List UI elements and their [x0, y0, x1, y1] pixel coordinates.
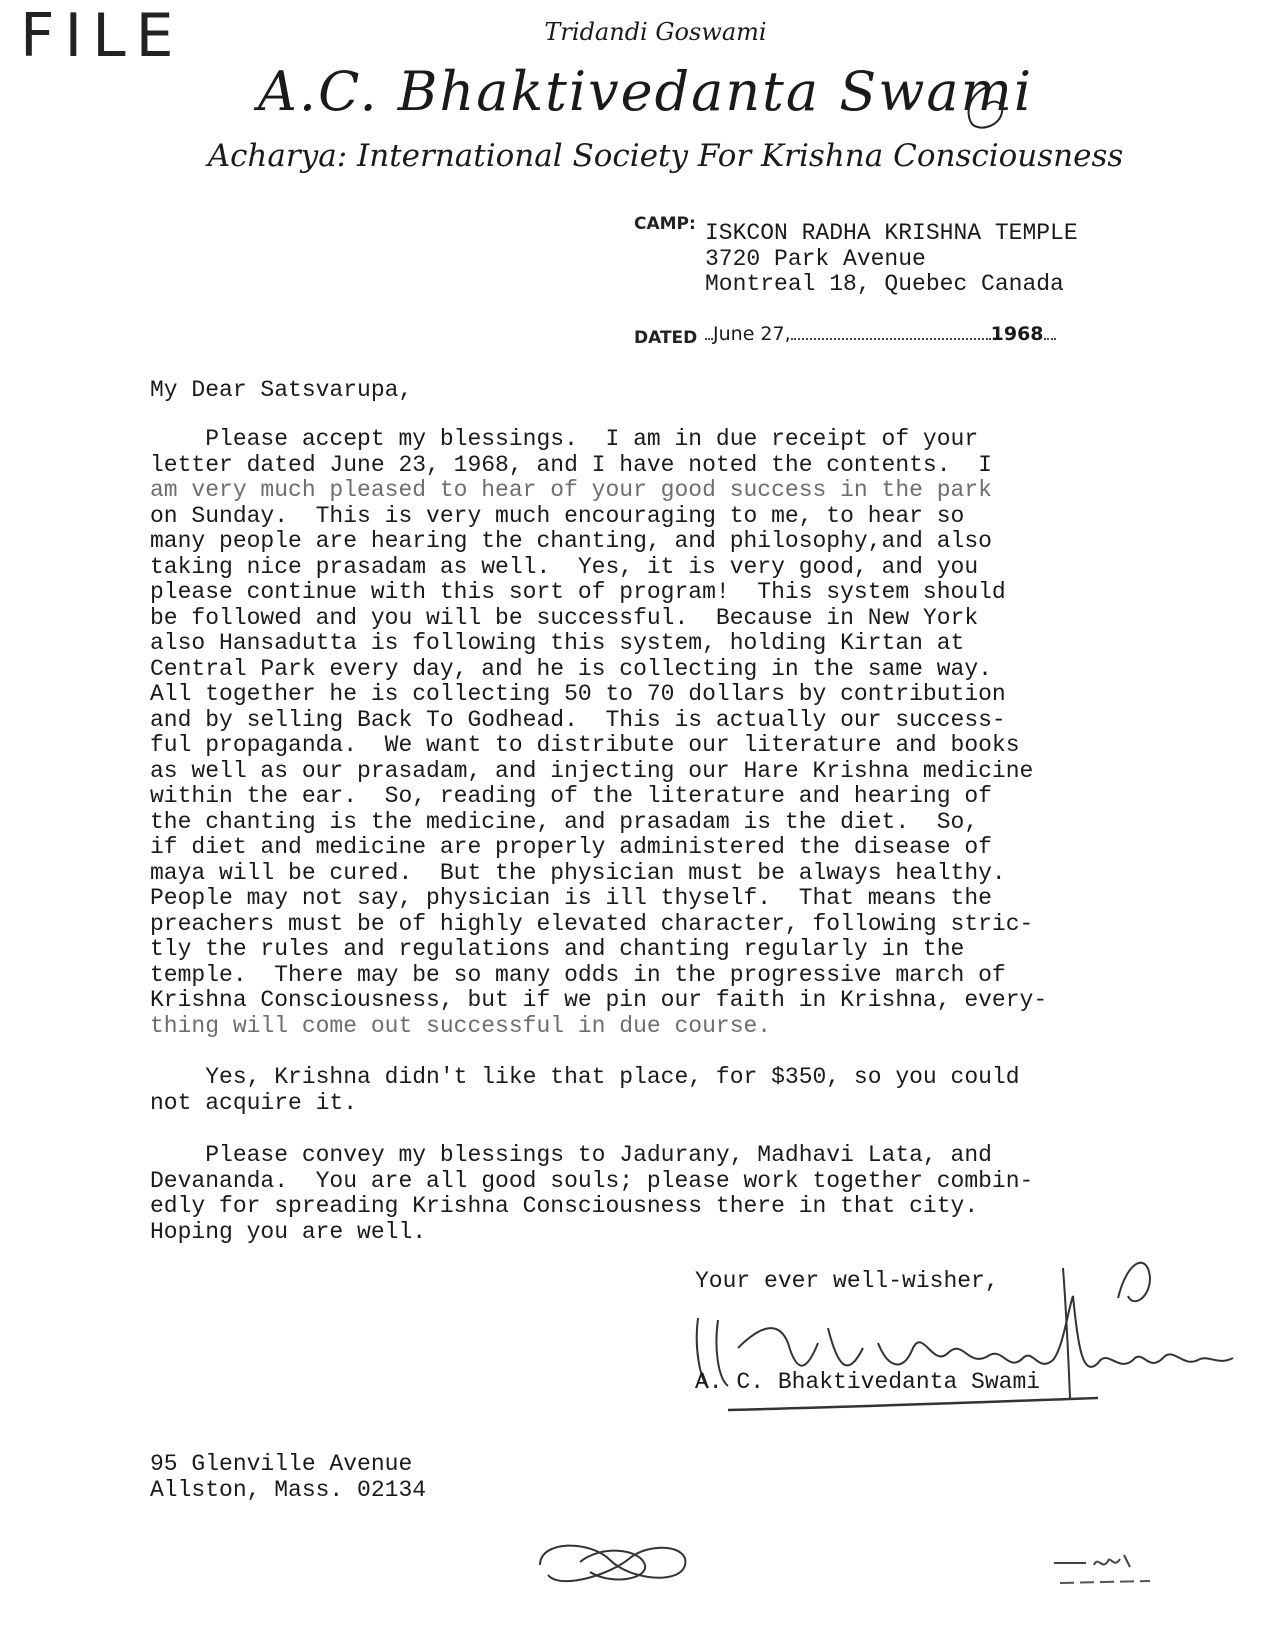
dated-label: DATED — [634, 328, 698, 348]
text-line: tly the rules and regulations and chanting regularly in the — [150, 936, 965, 962]
recipient-address — [150, 1452, 426, 1503]
file-stamp: FILE — [20, 1, 184, 71]
text-line: All together he is collecting 50 to 70 dollars by contribution — [150, 681, 1006, 707]
text-line: Krishna Consciousness, but if we pin our faith in Krishna, every- — [150, 987, 1048, 1013]
text-line: as well as our prasadam, and injecting our Hare Krishna medicine — [150, 757, 1034, 784]
date-value: June 27, — [713, 323, 791, 345]
body-paragraph-3 — [150, 1143, 1250, 1245]
letterhead-organization: Acharya: International Society For Krishna Consciousness — [207, 138, 1124, 174]
text-line: temple. There may be so many odds in the progressive march of — [150, 961, 1006, 988]
camp-address — [705, 221, 1078, 298]
address-line: Allston, Mass. 02134 — [150, 1476, 427, 1503]
text-line: Devananda. You are all good souls; please work together combin- — [150, 1167, 1034, 1194]
camp-line: 3720 Park Avenue — [705, 245, 926, 272]
text-line: if diet and medicine are properly administered the disease of — [150, 834, 992, 860]
text-line: thing will come out successful in due course. — [150, 1012, 772, 1039]
letterhead-name: A.C. Bhaktivedanta Swami — [257, 60, 1034, 123]
text-line: Yes, Krishna didn't like that place, for $350, so you could — [150, 1064, 1020, 1090]
text-line: Hoping you are well. — [150, 1218, 427, 1245]
dated-field — [705, 323, 1056, 345]
body-paragraph-2 — [150, 1065, 1250, 1116]
text-line: Central Park every day, and he is collecting in the same way. — [150, 655, 992, 682]
text-line: edly for spreading Krishna Consciousness there in that city. — [150, 1193, 979, 1219]
text-line: many people are hearing the chanting, and philosophy,and also — [150, 528, 992, 554]
text-line: on Sunday. This is very much encouraging to me, to hear so — [150, 502, 965, 529]
letterhead-title: Tridandi Goswami — [544, 18, 767, 46]
text-line: ful propaganda. We want to distribute our literature and books — [150, 732, 1020, 758]
text-line: preachers must be of highly elevated character, following stric- — [150, 910, 1034, 937]
initials-mark — [1050, 1545, 1160, 1595]
text-line: and by selling Back To Godhead. This is actually our success- — [150, 706, 1006, 733]
text-line: letter dated June 23, 1968, and I have noted the contents. I — [150, 451, 992, 478]
camp-label: CAMP: — [634, 214, 696, 234]
camp-line: ISKCON RADHA KRISHNA TEMPLE — [705, 220, 1078, 246]
body-paragraph-1 — [150, 427, 1250, 1039]
address-line: 95 Glenville Avenue — [150, 1451, 413, 1477]
bottom-ornament — [530, 1530, 700, 1600]
salutation: My Dear Satsvarupa, — [150, 377, 413, 403]
text-line: the chanting is the medicine, and prasadam is the diet. So, — [150, 808, 979, 835]
text-line: People may not say, physician is ill thyself. That means the — [150, 885, 992, 911]
text-line: also Hansadutta is following this system, holding Kirtan at — [150, 630, 965, 656]
text-line: please continue with this sort of program! This system should — [150, 579, 1006, 605]
text-line: be followed and you will be successful. Because in New York — [150, 604, 979, 631]
flourish-ornament — [960, 82, 1010, 132]
text-line: Please convey my blessings to Jadurany, Madhavi Lata, and — [150, 1142, 992, 1168]
text-line: am very much pleased to hear of your good success in the park — [150, 477, 992, 503]
text-line: taking nice prasadam as well. Yes, it is very good, and you — [150, 553, 979, 580]
closing-line: Your ever well-wisher, — [695, 1268, 999, 1294]
signer-name: A. C. Bhaktivedanta Swami — [695, 1369, 1041, 1395]
text-line: Please accept my blessings. I am in due receipt of your — [150, 426, 979, 452]
text-line: within the ear. So, reading of the literature and hearing of — [150, 783, 992, 809]
camp-line: Montreal 18, Quebec Canada — [705, 271, 1064, 297]
date-year: 1968 — [990, 323, 1044, 345]
text-line: maya will be cured. But the physician must be always healthy. — [150, 859, 1006, 886]
text-line: not acquire it. — [150, 1089, 358, 1116]
